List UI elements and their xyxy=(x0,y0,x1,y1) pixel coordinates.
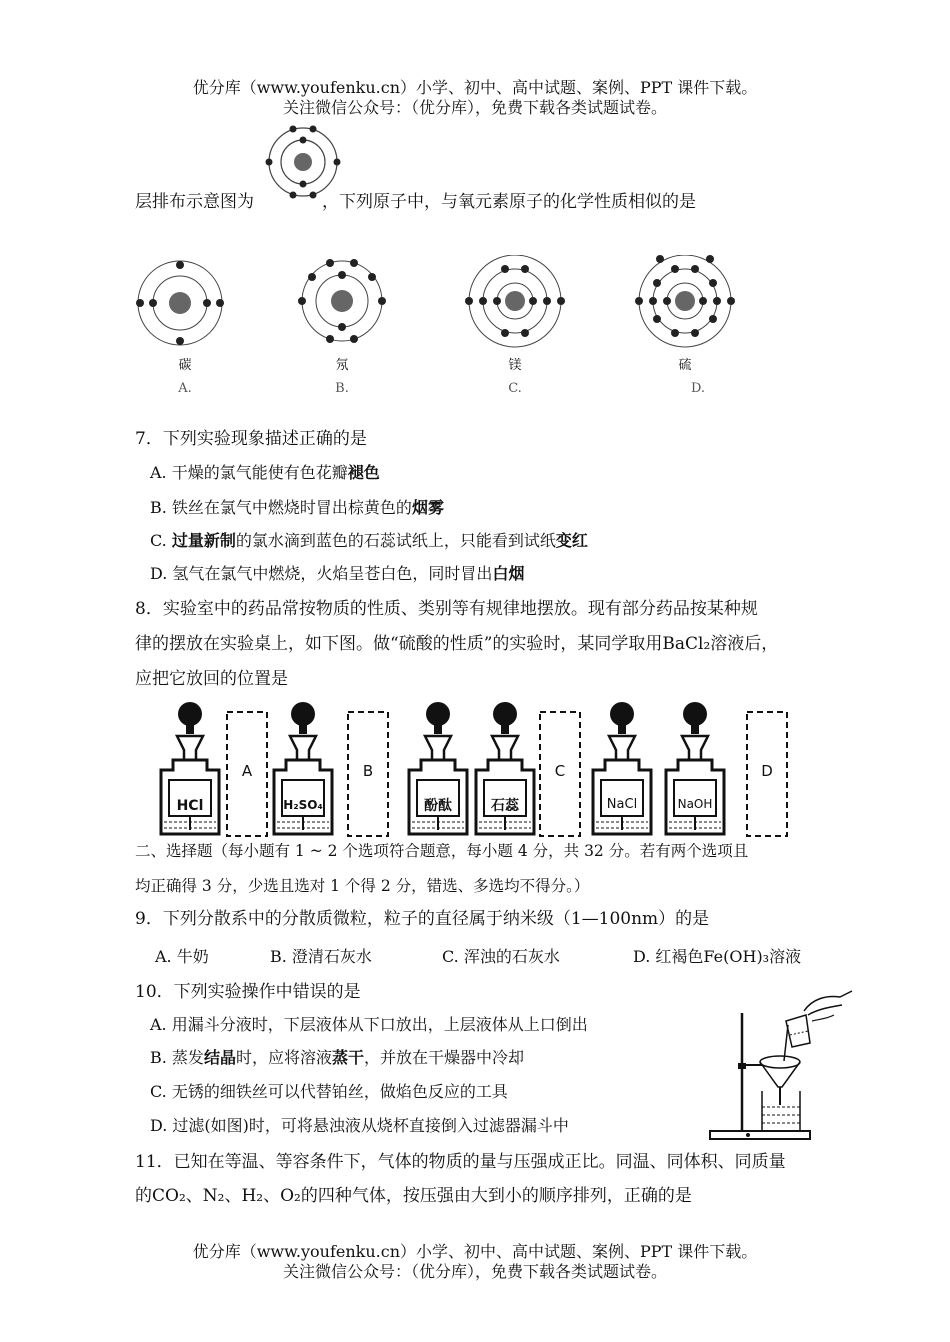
footer-line-1: 优分库（www.youfenku.cn）小学、初中、高中试题、案例、PPT 课件下载。 xyxy=(192,1242,758,1261)
bottle-6 xyxy=(666,702,724,834)
atom-a-letter: A. xyxy=(178,381,192,396)
q7-a-bold: 褪色 xyxy=(347,463,380,482)
section2-line-2: 均正确得 3 分，少选且选对 1 个得 2 分，错选、多选均不得分。） xyxy=(135,877,590,895)
q6-text xyxy=(135,190,696,214)
q11-line-1: 11．已知在等温、等容条件下，气体的物质的量与压强成正比。同温、同体积、同质量 xyxy=(135,1152,786,1172)
atom-a-name: 碳 xyxy=(178,358,192,373)
atom-b-name: 氖 xyxy=(335,358,349,373)
atom-d-letter: D. xyxy=(690,381,706,396)
q10-b-prefix: B. 蒸发 xyxy=(150,1048,204,1067)
q7-b-text: B. 铁丝在氯气中燃烧时冒出棕黄色的 xyxy=(150,498,412,517)
bottle-label-1: HCl xyxy=(176,798,204,814)
q6-text-b: ，下列原子中，与氧元素原子的化学性质相似的是 xyxy=(322,192,696,212)
q7-option-d xyxy=(150,563,524,585)
q9-option-b: B. 澄清石灰水 xyxy=(270,947,372,966)
bottle-label-4: 石蕊 xyxy=(491,798,519,814)
q10-option-a: A. 用漏斗分液时，下层液体从下口放出，上层液体从上口倒出 xyxy=(150,1015,588,1034)
q10-b-text: 时，应将溶液 xyxy=(235,1048,332,1067)
bottle-1 xyxy=(161,702,219,834)
q10-b-suffix: ，并放在干燥器中冷却 xyxy=(363,1048,524,1067)
atom-sulfur xyxy=(635,255,735,347)
atom-neon xyxy=(298,259,386,343)
q7-c-bold-2: 变红 xyxy=(555,531,588,550)
atom-carbon xyxy=(136,261,224,345)
q7-option-c xyxy=(150,530,588,552)
q8-line-2: 律的摆放在实验桌上，如下图。做“硫酸的性质”的实验时，某同学取用BaCl₂溶液后， xyxy=(135,634,779,654)
slot-c-label: C xyxy=(554,762,566,780)
q7-d-bold: 白烟 xyxy=(492,564,525,583)
atom-c-name: 镁 xyxy=(508,358,522,373)
q8-line-1: 8．实验室中的药品常按物质的性质、类别等有规律地摆放。现有部分药品按某种规 xyxy=(135,599,758,619)
slot-d-label: D xyxy=(761,762,773,780)
bottle-label-5: NaCl xyxy=(606,797,638,812)
q7-option-a xyxy=(150,462,380,484)
q10-option-c: C. 无锈的细铁丝可以代替铂丝，做焰色反应的工具 xyxy=(150,1082,508,1101)
q7-option-b xyxy=(150,497,444,519)
filtration-apparatus-figure xyxy=(700,985,860,1145)
bottle-label-6: NaOH xyxy=(677,797,713,811)
atom-c-letter: C. xyxy=(508,381,522,396)
slot-a-label: A xyxy=(241,762,253,780)
footer-line-2: 关注微信公众号：（优分库），免费下载各类试题试卷。 xyxy=(282,1262,667,1281)
q9-option-d: D. 红褐色Fe(OH)₃溶液 xyxy=(633,947,802,966)
atom-b-letter: B. xyxy=(335,381,349,396)
q11-line-2: 的CO₂、N₂、H₂、O₂的四种气体，按压强由大到小的顺序排列，正确的是 xyxy=(135,1186,692,1206)
section2-line-1: 二、选择题（每小题有 1 ~ 2 个选项符合题意，每小题 4 分，共 32 分。若有两个选项且 xyxy=(135,842,749,860)
bottle-2 xyxy=(274,702,332,834)
bottle-5 xyxy=(593,702,651,834)
q9-stem: 9．下列分散系中的分散质微粒，粒子的直径属于纳米级（1—100nm）的是 xyxy=(135,909,710,929)
bottle-label-2: H₂SO₄ xyxy=(283,798,323,812)
q6-text-a: 层排布示意图为 xyxy=(135,192,254,212)
oxygen-atom-diagram xyxy=(265,124,341,200)
bottle-label-3: 酚酞 xyxy=(424,798,452,814)
slot-b-label: B xyxy=(362,762,374,780)
q10-b-bold-2: 蒸干 xyxy=(331,1048,364,1067)
q7-c-bold-1: 过量新制 xyxy=(171,531,236,550)
q7-c-prefix: C. xyxy=(150,531,172,550)
atom-options-diagram xyxy=(130,255,770,355)
header-line-2: 关注微信公众号：（优分库），免费下载各类试题试卷。 xyxy=(282,98,667,117)
atom-magnesium xyxy=(465,255,565,347)
q10-option-d: D. 过滤(如图)时，可将悬浊液从烧杯直接倒入过滤器漏斗中 xyxy=(150,1116,569,1135)
q10-option-b xyxy=(150,1047,524,1069)
q10-b-bold-1: 结晶 xyxy=(203,1048,236,1067)
header-line-1: 优分库（www.youfenku.cn）小学、初中、高中试题、案例、PPT 课件下载。 xyxy=(192,78,758,97)
atom-d-name: 硫 xyxy=(678,358,692,373)
q7-c-text: 的氯水滴到蓝色的石蕊试纸上，只能看到试纸 xyxy=(235,531,556,550)
q7-b-bold: 烟雾 xyxy=(411,498,444,517)
q9-option-c: C. 浑浊的石灰水 xyxy=(442,947,560,966)
q7-a-text: A. 干燥的氯气能使有色花瓣 xyxy=(150,463,348,482)
q7-stem: 7．下列实验现象描述正确的是 xyxy=(135,429,367,449)
q7-d-text: D. 氢气在氯气中燃烧，火焰呈苍白色，同时冒出 xyxy=(150,564,493,583)
q9-option-a: A. 牛奶 xyxy=(155,947,209,966)
q10-stem: 10．下列实验操作中错误的是 xyxy=(135,982,361,1002)
q8-line-3: 应把它放回的位置是 xyxy=(135,669,288,689)
